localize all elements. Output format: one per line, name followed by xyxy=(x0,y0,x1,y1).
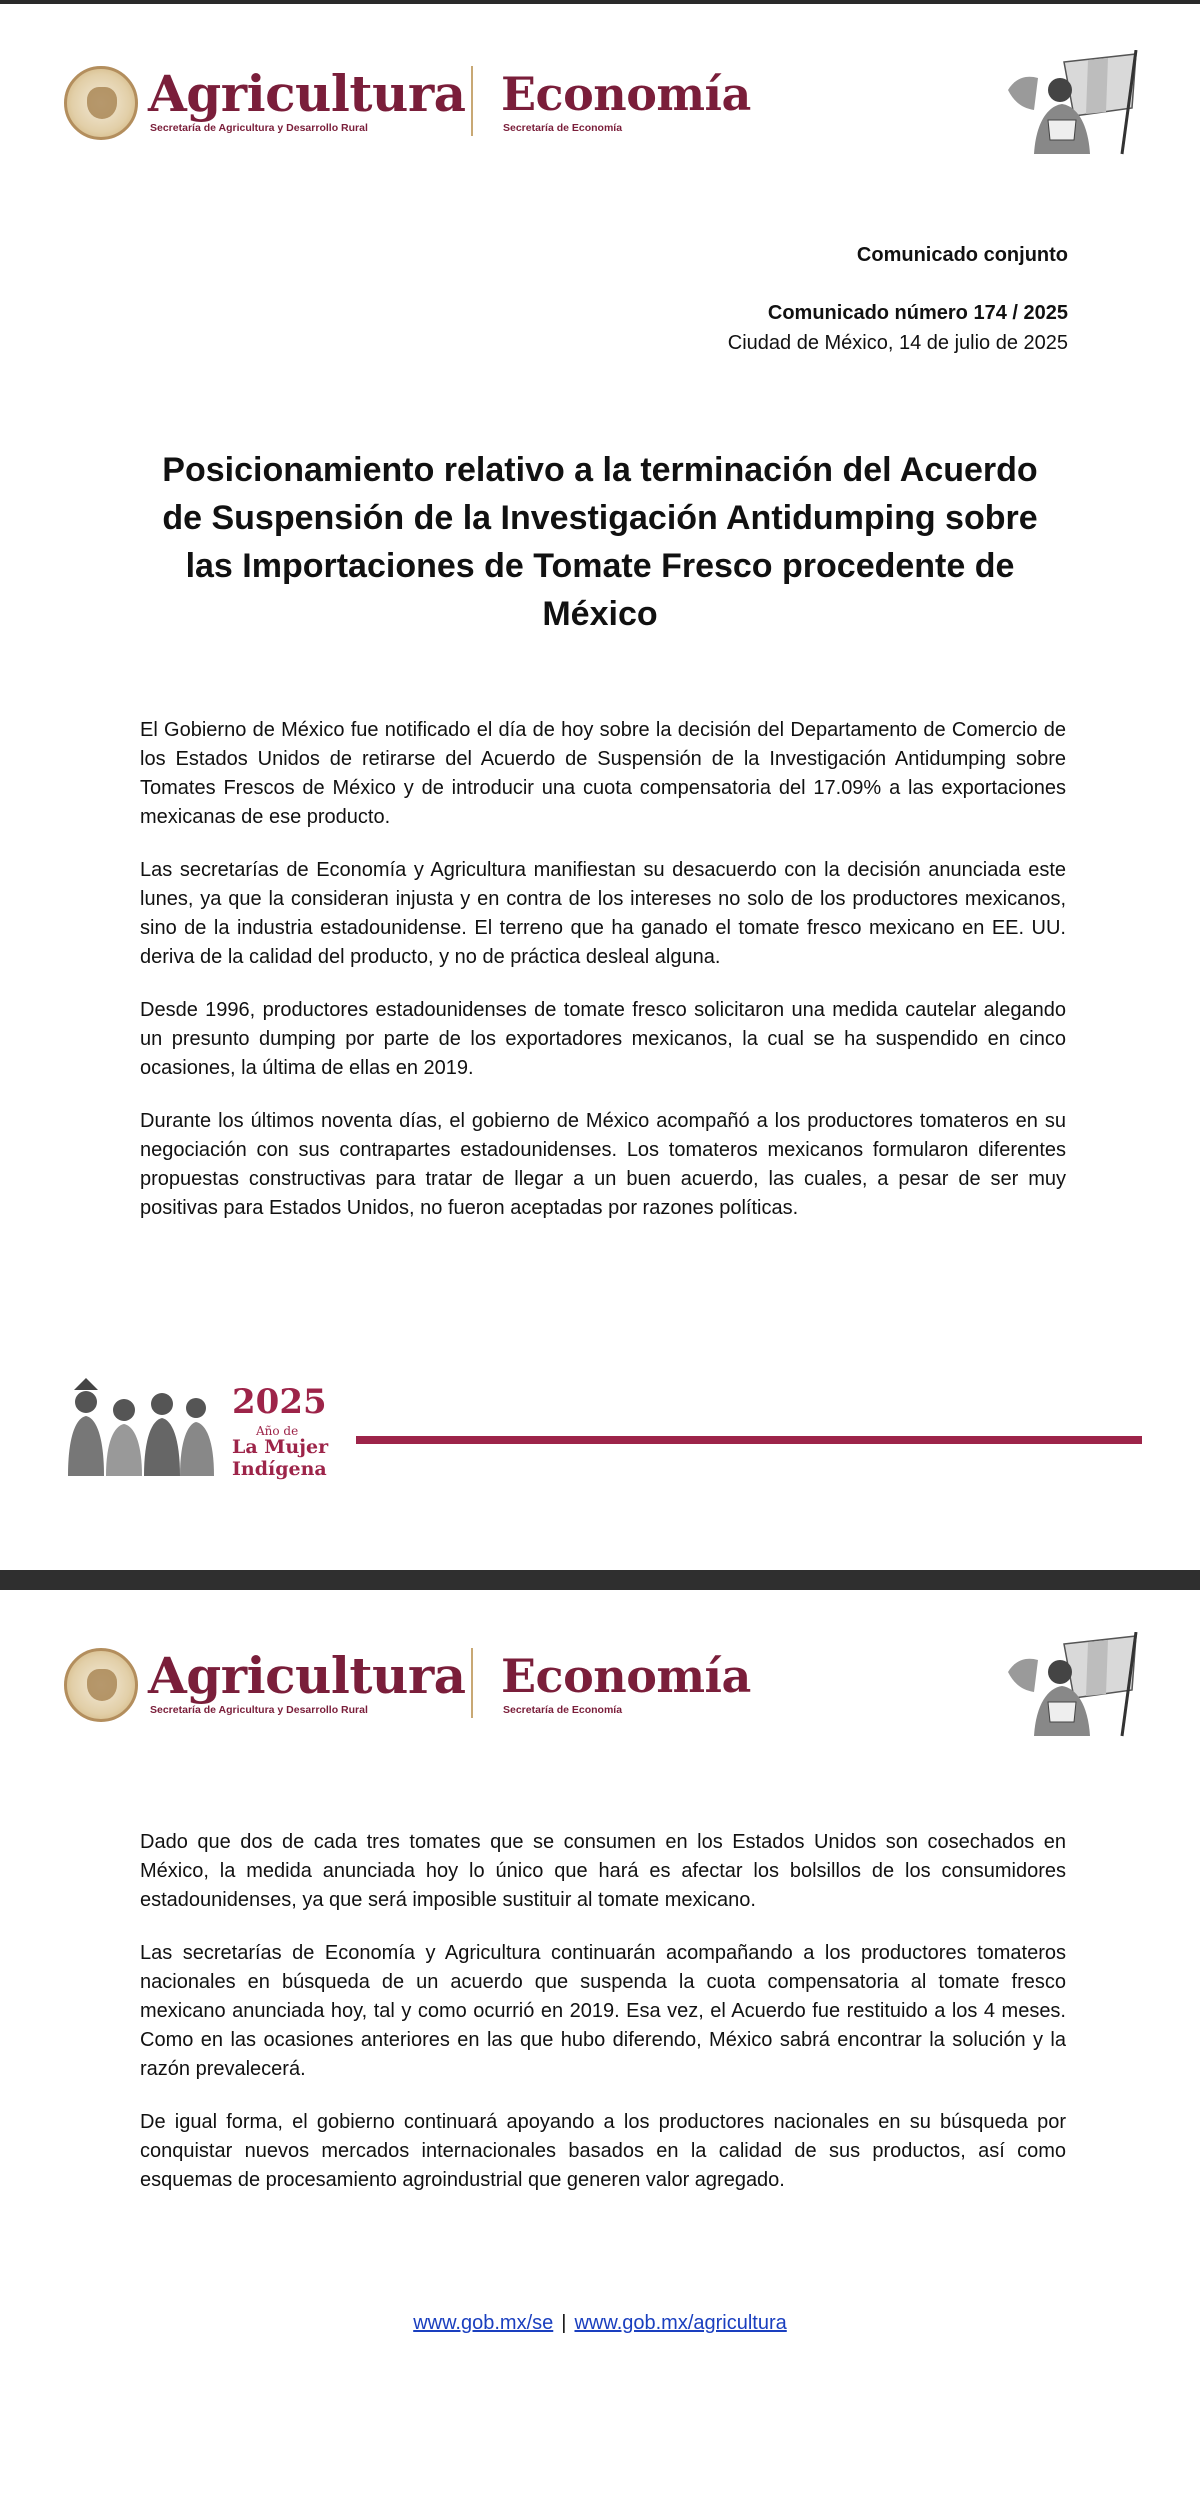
economia-subtitle: Secretaría de Economía xyxy=(503,1704,623,1716)
economia-subtitle: Secretaría de Economía xyxy=(503,122,623,134)
footer-rule xyxy=(356,1436,1142,1444)
document-page-1 xyxy=(0,4,1200,1570)
letterhead-divider xyxy=(471,66,473,136)
document-title: Posicionamiento relativo a la terminación del Acuerdo de Suspensión de la Investigación Antidumping sobre las Importaciones de Tomate Fresco procedente de México xyxy=(162,451,1038,633)
paragraph: Desde 1996, productores estadounidenses de tomate fresco solicitaron una medida cautelar alegando un presunto dumping por parte de los exportadores mexicanos, la cual se ha suspendido en cinco ocasiones, la última de ellas en 2019. xyxy=(140,999,1066,1079)
paragraph: Las secretarías de Economía y Agricultura continuarán acompañando a los productores tomateros nacionales en búsqueda de un acuerdo que suspenda la cuota compensatoria al tomate fresco mexicano anunciada hoy, tal y como ocurrió en 2019. Esa vez, el Acuerdo fue restituido a los 4 meses. Como en las ocasiones anteriores en las que hubo diferendo, México sabrá encontrar la solución y la razón prevalecerá. xyxy=(140,1942,1066,2080)
economia-logo-text: Economía xyxy=(501,67,751,121)
page-separator xyxy=(0,1570,1200,1590)
letterhead-divider xyxy=(471,1648,473,1718)
body-page-2 xyxy=(140,1828,1066,2219)
release-date: Ciudad de México, 14 de julio de 2025 xyxy=(727,332,1068,354)
national-seal-icon xyxy=(64,66,138,140)
paragraph: Las secretarías de Economía y Agricultura manifiestan su desacuerdo con la decisión anunciada este lunes, ya que la consideran injusta y en contra de los intereses no solo de los productores mexicanos, sino de la industria estadounidense. El terreno que ha ganado el tomate fresco mexicano en EE. UU. deriva de la calidad del producto, y no de práctica desleal alguna. xyxy=(140,859,1066,968)
letterhead xyxy=(60,60,1140,150)
woman-with-flag-icon xyxy=(1004,1632,1142,1738)
year-2025-label: 2025 xyxy=(232,1382,327,1422)
national-seal-icon xyxy=(64,1648,138,1722)
link-gob-se[interactable]: www.gob.mx/se xyxy=(413,2312,554,2334)
document-page-2 xyxy=(0,1590,1200,2516)
year-caption-line1: Año de xyxy=(256,1424,299,1438)
economia-logo-text: Economía xyxy=(501,1649,751,1703)
link-separator: | xyxy=(561,2312,567,2334)
link-gob-agricultura[interactable]: www.gob.mx/agricultura xyxy=(574,2312,787,2334)
paragraph: Durante los últimos noventa días, el gobierno de México acompañó a los productores tomateros en su negociación con sus contrapartes estadounidenses. Los tomateros mexicanos formularon diferentes propuestas constructivas para tratar de llegar a un buen acuerdo, las cuales, a pesar de ser muy positivas para Estados Unidos, no fueron aceptadas por razones políticas. xyxy=(140,1110,1066,1219)
footer-links xyxy=(0,2312,1200,2335)
year-caption-line3: Indígena xyxy=(232,1458,327,1480)
letterhead xyxy=(60,1642,1140,1732)
release-number: Comunicado número 174 / 2025 xyxy=(767,302,1068,324)
paragraph: De igual forma, el gobierno continuará apoyando a los productores nacionales en su búsqueda por conquistar nuevos mercados internacionales basados en la calidad de sus productos, así como esquemas de procesamiento agroindustrial que generen valor agregado. xyxy=(140,2111,1066,2191)
agricultura-logo-text: Agricultura xyxy=(148,64,466,123)
agricultura-subtitle: Secretaría de Agricultura y Desarrollo Rural xyxy=(150,1704,368,1716)
body-page-1 xyxy=(140,716,1066,1247)
agricultura-logo-text: Agricultura xyxy=(148,1646,466,1705)
paragraph: Dado que dos de cada tres tomates que se consumen en los Estados Unidos son cosechados en México, la medida anunciada hoy lo único que hará es afectar los bolsillos de los consumidores estadounidenses, ya que será imposible sustituir al tomate mexicano. xyxy=(140,1831,1066,1911)
paragraph: El Gobierno de México fue notificado el día de hoy sobre la decisión del Departamento de Comercio de los Estados Unidos de retirarse del Acuerdo de Suspensión de la Investigación Antidumping sobre Tomates Frescos de México y de introducir una cuota compensatoria del 17.09% a las exportaciones mexicanas de ese producto. xyxy=(140,719,1066,828)
year-caption-line2: La Mujer xyxy=(232,1436,329,1458)
indigenous-women-icon xyxy=(62,1376,218,1476)
release-type: Comunicado conjunto xyxy=(856,244,1068,266)
woman-with-flag-icon xyxy=(1004,50,1142,156)
agricultura-subtitle: Secretaría de Agricultura y Desarrollo Rural xyxy=(150,122,368,134)
